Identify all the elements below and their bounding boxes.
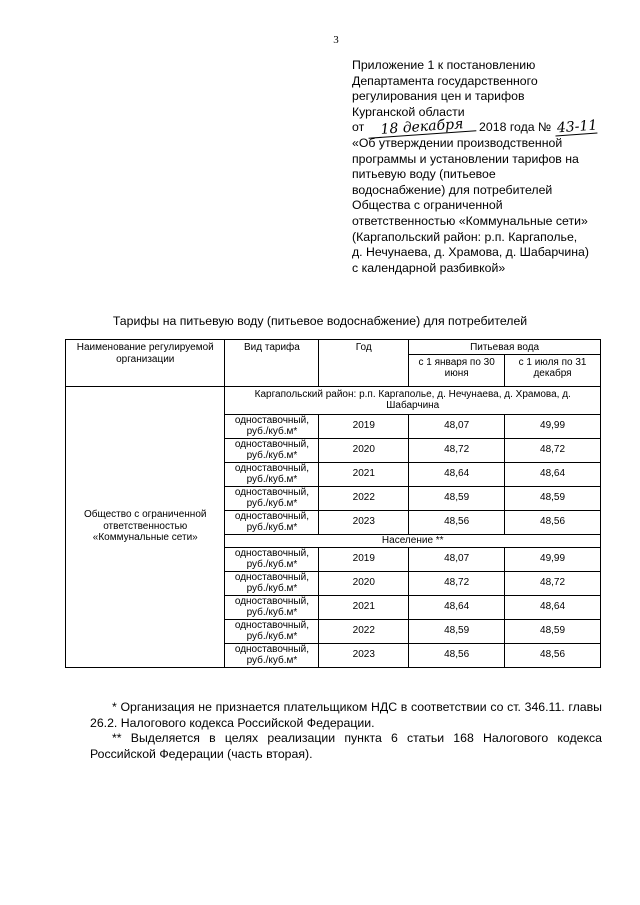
header-title-line: питьевую воду (питьевое: [352, 167, 496, 182]
header-line: Приложение 1 к постановлению: [352, 58, 536, 72]
header-title-line: Общества с ограниченной: [352, 198, 503, 213]
tariff-type-cell: одноставочный, руб./куб.м*: [225, 510, 319, 534]
tariff-type-cell: одноставочный, руб./куб.м*: [225, 462, 319, 486]
header-line: Департамента государственного: [352, 73, 538, 88]
tariff-table: [65, 339, 601, 668]
year-cell: 2023: [319, 510, 409, 534]
appendix-header: [352, 58, 612, 276]
half1-cell: 48,56: [409, 643, 505, 667]
year-cell: 2019: [319, 547, 409, 571]
header-date-line: [352, 116, 612, 139]
handwritten-date: 18 декабря: [367, 118, 476, 139]
page-number: 3: [333, 34, 339, 46]
half1-cell: 48,64: [409, 462, 505, 486]
header-org: Наименование регулируемой организации: [66, 340, 225, 387]
half1-cell: 48,56: [409, 510, 505, 534]
year-text: 2018 года №: [479, 120, 552, 135]
year-cell: 2020: [319, 571, 409, 595]
date-prefix: от: [352, 120, 365, 135]
tariff-type-cell: одноставочный, руб./куб.м*: [225, 571, 319, 595]
header-title-line: ответственностью «Коммунальные сети»: [352, 213, 588, 228]
header-half2: с 1 июля по 31 декабря: [505, 354, 601, 386]
header-title-line: д. Нечунаева, д. Храмова, д. Шабарчина): [352, 245, 589, 260]
half1-cell: 48,59: [409, 619, 505, 643]
header-title-line: водоснабжение) для потребителей: [352, 182, 553, 197]
header-title-line: (Каргапольский район: р.п. Каргаполье,: [352, 229, 578, 244]
section-population-title: Население **: [225, 534, 601, 547]
tariff-type-cell: одноставочный, руб./куб.м*: [225, 547, 319, 571]
tariff-type-cell: одноставочный, руб./куб.м*: [225, 486, 319, 510]
half1-cell: 48,07: [409, 547, 505, 571]
half2-cell: 48,72: [505, 571, 601, 595]
section-region-title: Каргапольский район: р.п. Каргаполье, д. Нечунаева, д. Храмова, д. Шабарчина: [225, 386, 601, 414]
half2-cell: 48,56: [505, 510, 601, 534]
year-cell: 2022: [319, 486, 409, 510]
header-title-line: программы и установлении тарифов на: [352, 151, 579, 166]
document-title: Тарифы на питьевую воду (питьевое водоснабжение) для потребителей: [112, 314, 528, 328]
year-cell: 2022: [319, 619, 409, 643]
year-cell: 2023: [319, 643, 409, 667]
header-water: Питьевая вода: [409, 340, 601, 355]
tariff-type-cell: одноставочный, руб./куб.м*: [225, 595, 319, 619]
half1-cell: 48,72: [409, 571, 505, 595]
footnote-population: ** Выделяется в целях реализации пункта 6 статьи 168 Налогового кодекса Российской Федерации (часть вторая).: [90, 731, 602, 761]
year-cell: 2021: [319, 462, 409, 486]
header-half1: с 1 января по 30 июня: [409, 354, 505, 386]
tariff-type-cell: одноставочный, руб./куб.м*: [225, 619, 319, 643]
header-line: регулирования цен и тарифов: [352, 89, 525, 104]
header-line: Курганской области: [352, 104, 465, 119]
year-cell: 2019: [319, 414, 409, 438]
tariff-type-cell: одноставочный, руб./куб.м*: [225, 643, 319, 667]
header-year: Год: [319, 340, 409, 387]
header-title-line: «Об утверждении производственной: [352, 135, 563, 150]
half1-cell: 48,72: [409, 438, 505, 462]
half2-cell: 49,99: [505, 547, 601, 571]
org-name-cell: Общество с ограниченной ответственностью «Коммунальные сети»: [66, 386, 225, 667]
header-title-line: с календарной разбивкой»: [352, 260, 506, 275]
half1-cell: 48,59: [409, 486, 505, 510]
header-tariff-type: Вид тарифа: [225, 340, 319, 387]
half2-cell: 49,99: [505, 414, 601, 438]
year-cell: 2021: [319, 595, 409, 619]
footnotes: [90, 700, 602, 762]
half2-cell: 48,72: [505, 438, 601, 462]
half1-cell: 48,64: [409, 595, 505, 619]
half2-cell: 48,64: [505, 595, 601, 619]
half2-cell: 48,56: [505, 643, 601, 667]
year-cell: 2020: [319, 438, 409, 462]
half1-cell: 48,07: [409, 414, 505, 438]
tariff-type-cell: одноставочный, руб./куб.м*: [225, 438, 319, 462]
footnote-vat: * Организация не признается плательщиком НДС в соответствии со ст. 346.11. главы 26.2. Налогового кодекса Российской Федерации.: [90, 700, 602, 730]
half2-cell: 48,64: [505, 462, 601, 486]
half2-cell: 48,59: [505, 486, 601, 510]
half2-cell: 48,59: [505, 619, 601, 643]
tariff-type-cell: одноставочный, руб./куб.м*: [225, 414, 319, 438]
handwritten-number: 43-11: [556, 117, 598, 137]
